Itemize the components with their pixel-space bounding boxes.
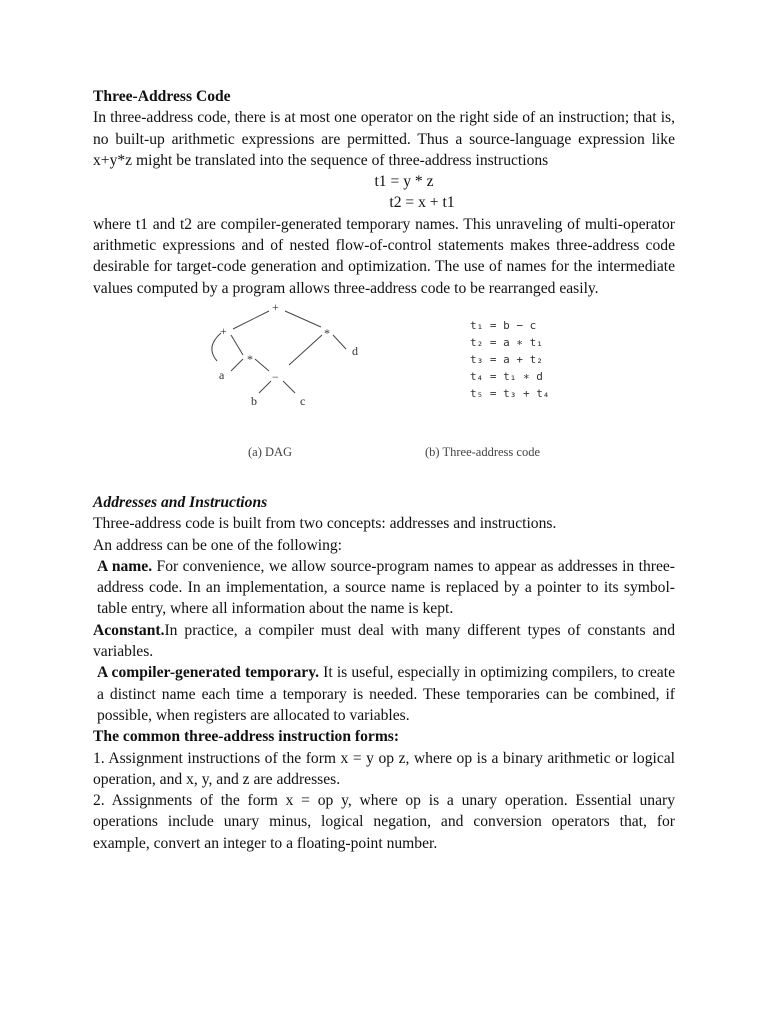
dag-node-left-plus: +	[220, 323, 227, 338]
dag-node-b: b	[251, 393, 257, 408]
equation-t2: t2 = x + t1	[389, 194, 455, 212]
code-line-1: t₁ = b − c	[470, 318, 537, 332]
intro-paragraph: In three-address code, there is at most one operator on the right side of an instruction; that is, no built-up arithmetic expressions are permitted. Thus a source-language expression like x+y*z might be translated into the sequence of three-address instructions	[93, 109, 675, 169]
edge-midstar-a	[231, 359, 243, 371]
dag-node-right-star: *	[324, 325, 330, 340]
address-intro-line: An address can be one of the following:	[93, 536, 342, 554]
dag-node-a: a	[219, 367, 225, 382]
figure-dag-and-code	[93, 299, 675, 492]
section-title-three-address-code: Three-Address Code	[93, 88, 231, 105]
dag-node-d: d	[352, 343, 358, 358]
dag-node-root: +	[272, 299, 279, 314]
edge-rightstar-minus	[289, 335, 322, 365]
concepts-line: Three-address code is built from two concepts: addresses and instructions.	[93, 515, 557, 533]
code-line-5: t₅ = t₃ + t₄	[470, 386, 550, 400]
code-line-2: t₂ = a ∗ t₁	[470, 335, 543, 349]
caption-dag: (a) DAG	[248, 444, 293, 459]
address-name-text: For convenience, we allow source-program names to appear as addresses in three-address code. In an implementation, a source name is replaced by a pointer to its symbol-table entry, where all information about the name is kept.	[97, 557, 675, 618]
instruction-forms-title: The common three-address instruction forms:	[93, 728, 400, 746]
explanation-paragraph: where t1 and t2 are compiler-generated temporary names. This unraveling of multi-operator arithmetic expressions and of nested flow-of-control statements makes three-address code desirable for target-code generation and optimization. The use of names for the intermediate values computed by a program allows three-address code to be rearranged easily.	[93, 215, 675, 297]
address-temporary-paragraph	[93, 662, 675, 726]
address-name-paragraph	[93, 556, 675, 620]
section-title-addresses-instructions: Addresses and Instructions	[93, 493, 268, 511]
dag-node-c: c	[300, 393, 306, 408]
address-constant-paragraph	[93, 620, 675, 663]
edge-root-right	[285, 311, 321, 327]
caption-three-address-code: (b) Three-address code	[425, 444, 540, 459]
code-line-4: t₄ = t₁ ∗ d	[470, 369, 543, 383]
instruction-form-2: 2. Assignments of the form x = op y, where op is a unary operation. Essential unary operations include unary minus, logical negation, and conversion operators that, for example, convert an integer to a floating-point number.	[93, 792, 675, 852]
address-name-term: A name.	[97, 557, 153, 575]
equation-t1: t1 = y * z	[374, 173, 434, 191]
dag-node-minus: −	[272, 369, 279, 384]
code-line-3: t₃ = a + t₂	[470, 352, 543, 366]
address-constant-text: In practice, a compiler must deal with many different types of constants and variables.	[93, 621, 675, 661]
dag-node-mid-star: *	[247, 351, 253, 366]
address-temporary-text: It is useful, especially in optimizing compilers, to create a distinct name each time a temporary is needed. These temporaries can be combined, if possible, when registers are allocated to variables.	[97, 664, 675, 724]
edge-midstar-minus	[255, 359, 269, 371]
instruction-form-1: 1. Assignment instructions of the form x = y op z, where op is a binary arithmetic or logical operation, and x, y, and z are addresses.	[93, 749, 675, 788]
document-body	[93, 86, 675, 854]
edge-minus-c	[283, 381, 295, 393]
edge-root-left	[233, 311, 269, 329]
edge-minus-b	[259, 381, 271, 393]
figure-svg	[93, 299, 675, 492]
address-constant-term: Aconstant.	[93, 621, 165, 639]
address-temporary-term: A compiler-generated temporary.	[97, 664, 320, 682]
dag-edges	[212, 311, 346, 393]
edge-rightstar-d	[333, 335, 346, 349]
edge-plus-midstar	[231, 335, 243, 355]
